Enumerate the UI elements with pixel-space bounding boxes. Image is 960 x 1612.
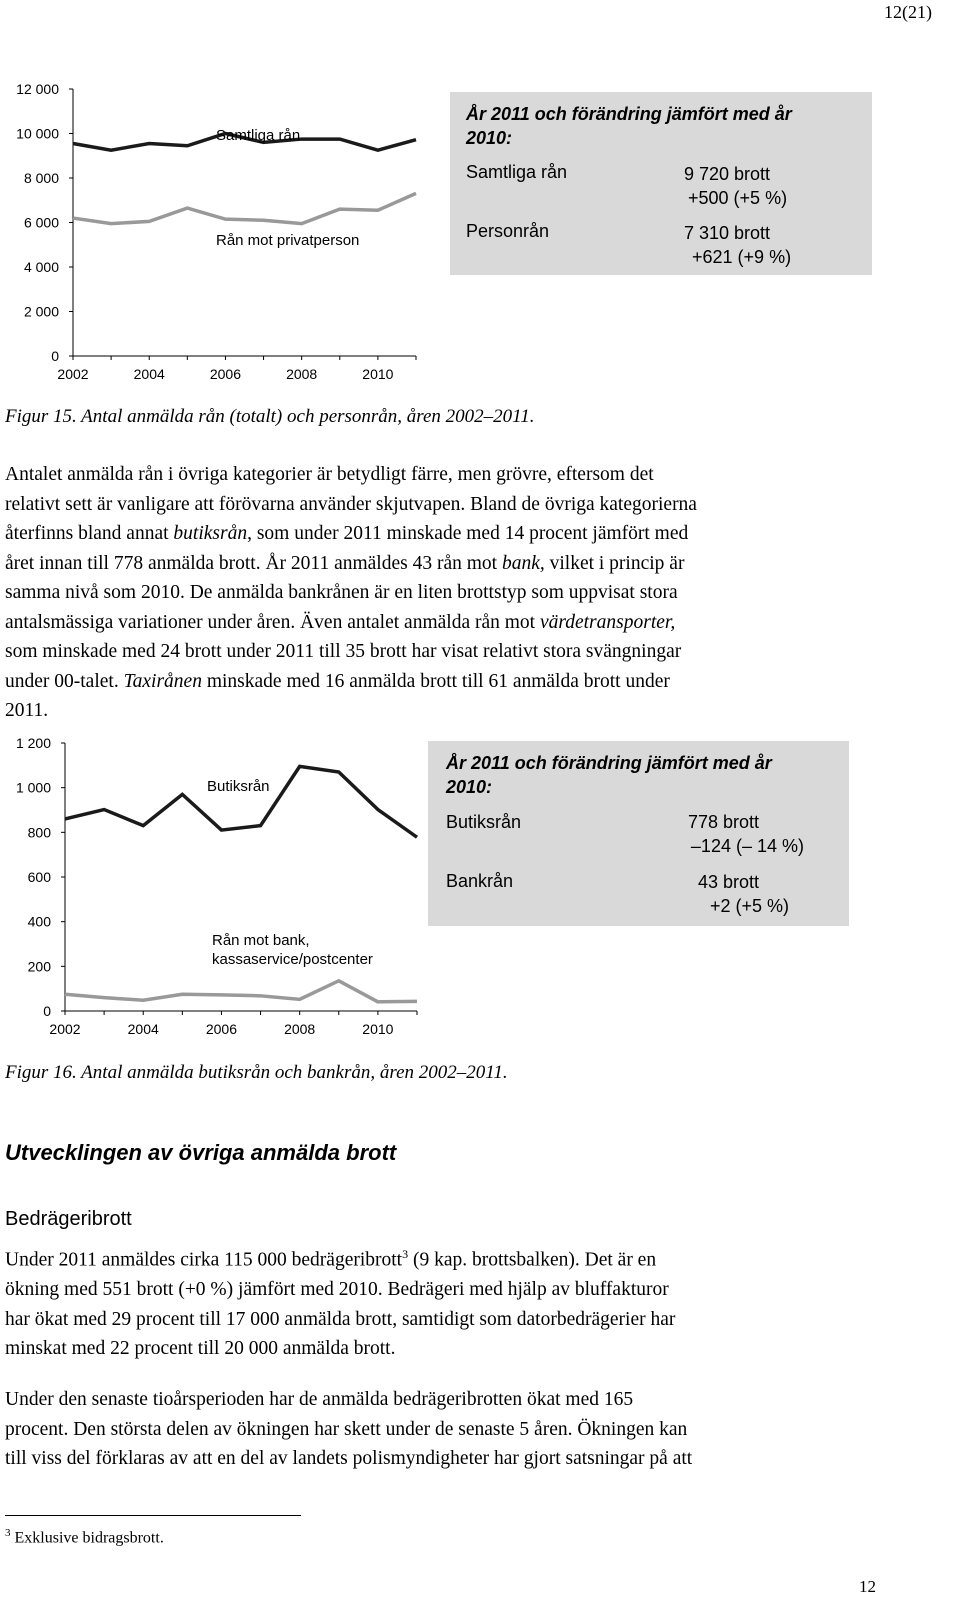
y-tick-label: 12 000 bbox=[16, 81, 59, 97]
text-line: Antalet anmälda rån i övriga kategorier är betydligt färre, men grövre, eftersom det bbox=[5, 464, 654, 485]
text-line: Under den senaste tioårsperioden har de anmälda bedrägeribrotten ökat med 165 bbox=[5, 1389, 634, 1410]
summary-label-butiksran: Butiksrån bbox=[446, 812, 522, 832]
text-line: samma nivå som 2010. De anmälda bankrånen är en liten brottstyp som uppvisat stora bbox=[5, 582, 678, 603]
y-tick-label: 0 bbox=[43, 1003, 51, 1019]
y-tick-label: 1 200 bbox=[15, 735, 51, 751]
text-line: under 00-talet. Taxirånen minskade med 16 anmälda brott till 61 anmälda brott under bbox=[5, 670, 670, 692]
y-tick-label: 600 bbox=[27, 869, 51, 885]
paragraph-tioarsperiod bbox=[5, 1385, 905, 1474]
y-tick-label: 10 000 bbox=[16, 125, 59, 142]
y-tick-label: 400 bbox=[27, 913, 51, 930]
text-line: procent. Den största delen av ökningen har skett under de senaste 5 åren. Ökningen kan bbox=[5, 1418, 688, 1440]
summary-label-samtliga: Samtliga rån bbox=[466, 162, 568, 182]
y-tick-label: 8 000 bbox=[23, 170, 59, 186]
summary-change-bankran: +2 (+5 %) bbox=[710, 896, 790, 916]
summary-value-butiksran: 778 brott bbox=[688, 812, 760, 832]
x-tick-label: 2008 bbox=[284, 1021, 316, 1037]
summary-title-line2: 2010: bbox=[466, 128, 513, 148]
subsection-heading: Bedrägeribrott bbox=[5, 1208, 132, 1230]
text-line: som minskade med 24 brott under 2011 till 35 brott har visat relativt stora svängningar bbox=[5, 641, 682, 662]
y-tick-label: 1 000 bbox=[15, 779, 51, 796]
x-tick-label: 2004 bbox=[127, 1021, 159, 1037]
x-tick-label: 2002 bbox=[49, 1021, 81, 1037]
summary-change-personran: +621 (+9 %) bbox=[692, 247, 792, 267]
summary-change-samtliga: +500 (+5 %) bbox=[688, 188, 788, 208]
x-tick-label: 2008 bbox=[286, 366, 318, 382]
summary-value-personran: 7 310 brott bbox=[684, 223, 771, 243]
footnote-divider bbox=[5, 1515, 301, 1516]
summary-value-bankran: 43 brott bbox=[698, 872, 760, 892]
page-indicator: 12(21) bbox=[884, 2, 932, 22]
x-tick-label: 2010 bbox=[362, 366, 394, 382]
text-line: året innan till 778 anmälda brott. År 2011 anmäldes 43 rån mot bank, vilket i princip är bbox=[5, 552, 685, 574]
y-tick-label: 2 000 bbox=[23, 303, 59, 320]
text-line: Under 2011 anmäldes cirka 115 000 bedrägeribrott$^3$ (9 kap. brottsbalken). Det är en bbox=[5, 1247, 657, 1271]
series-line-1 bbox=[73, 193, 416, 223]
y-tick-label: 800 bbox=[27, 824, 51, 841]
figure-15-svg bbox=[0, 78, 430, 393]
series-label-butiksran: Butiksrån bbox=[207, 778, 270, 795]
footnote bbox=[5, 1527, 164, 1547]
summary-label-bankran: Bankrån bbox=[446, 871, 514, 891]
summary-value-samtliga: 9 720 brott bbox=[684, 164, 771, 184]
footnote-ref: 3 bbox=[402, 1247, 409, 1261]
footnote-number: 3 bbox=[5, 1527, 11, 1539]
page-number: 12 bbox=[859, 1577, 876, 1596]
x-tick-label: 2006 bbox=[205, 1021, 238, 1037]
x-tick-label: 2006 bbox=[209, 366, 242, 382]
figure-16-summary-box bbox=[428, 741, 849, 926]
series-label-ran-mot-bank-line1: Rån mot bank, bbox=[212, 932, 310, 949]
figure-16-chart bbox=[0, 733, 430, 1048]
figure-15-chart bbox=[0, 78, 430, 393]
series-label-samtliga-ran: Samtliga rån bbox=[216, 127, 301, 144]
text-line: återfinns bland annat butiksrån, som under 2011 minskade med 14 procent jämfört med bbox=[5, 523, 689, 544]
text-line: ökning med 551 brott (+0 %) jämfört med 2010. Bedrägeri med hjälp av bluffakturor bbox=[5, 1279, 669, 1300]
figure-16-svg bbox=[0, 733, 430, 1048]
text-line: har ökat med 29 procent till 17 000 anmälda brott, samtidigt som datorbedrägerier har bbox=[5, 1308, 676, 1330]
y-tick-label: 4 000 bbox=[23, 259, 59, 275]
section-heading: Utvecklingen av övriga anmälda brott bbox=[5, 1140, 397, 1165]
text-line: 2011. bbox=[5, 700, 49, 721]
series-label-ran-mot-privatperson: Rån mot privatperson bbox=[216, 232, 360, 249]
figure-15-summary-box bbox=[450, 92, 872, 275]
x-tick-label: 2010 bbox=[362, 1021, 394, 1037]
y-tick-label: 6 000 bbox=[23, 214, 59, 231]
summary-change-butiksran: –124 (– 14 %) bbox=[690, 836, 804, 856]
text-line: till viss del förklaras av att en del av landets polismyndigheter har gjort satsningar på att bbox=[5, 1448, 693, 1469]
text-line: minskat med 22 procent till 20 000 anmälda brott. bbox=[5, 1338, 396, 1359]
paragraph-bedrageri bbox=[5, 1240, 905, 1364]
figure-15-caption: Figur 15. Antal anmälda rån (totalt) och personrån, åren 2002–2011. bbox=[5, 406, 535, 427]
figure-16-caption: Figur 16. Antal anmälda butiksrån och bankrån, åren 2002–2011. bbox=[5, 1062, 508, 1083]
text-line: relativt sett är vanligare att förövarna använder skjutvapen. Bland de övriga kategorierna bbox=[5, 493, 697, 515]
series-line-1 bbox=[65, 981, 417, 1002]
paragraph-ovriga-ran bbox=[5, 460, 905, 726]
summary-label-personran: Personrån bbox=[466, 221, 550, 241]
series-label-ran-mot-bank-line2: kassaservice/postcenter bbox=[212, 951, 373, 968]
summary-title-line1: År 2011 och förändring jämfört med år bbox=[466, 104, 792, 124]
y-tick-label: 0 bbox=[51, 348, 59, 364]
x-tick-label: 2002 bbox=[57, 366, 89, 382]
footnote-text: Exklusive bidragsbrott. bbox=[14, 1529, 164, 1547]
y-tick-label: 200 bbox=[27, 958, 51, 975]
text-line: antalsmässiga variationer under åren. Även antalet anmälda rån mot värdetransporter, bbox=[5, 611, 676, 633]
summary-title-line1: År 2011 och förändring jämfört med år bbox=[446, 753, 772, 773]
x-tick-label: 2004 bbox=[133, 366, 165, 382]
summary-title-line2: 2010: bbox=[446, 777, 493, 797]
